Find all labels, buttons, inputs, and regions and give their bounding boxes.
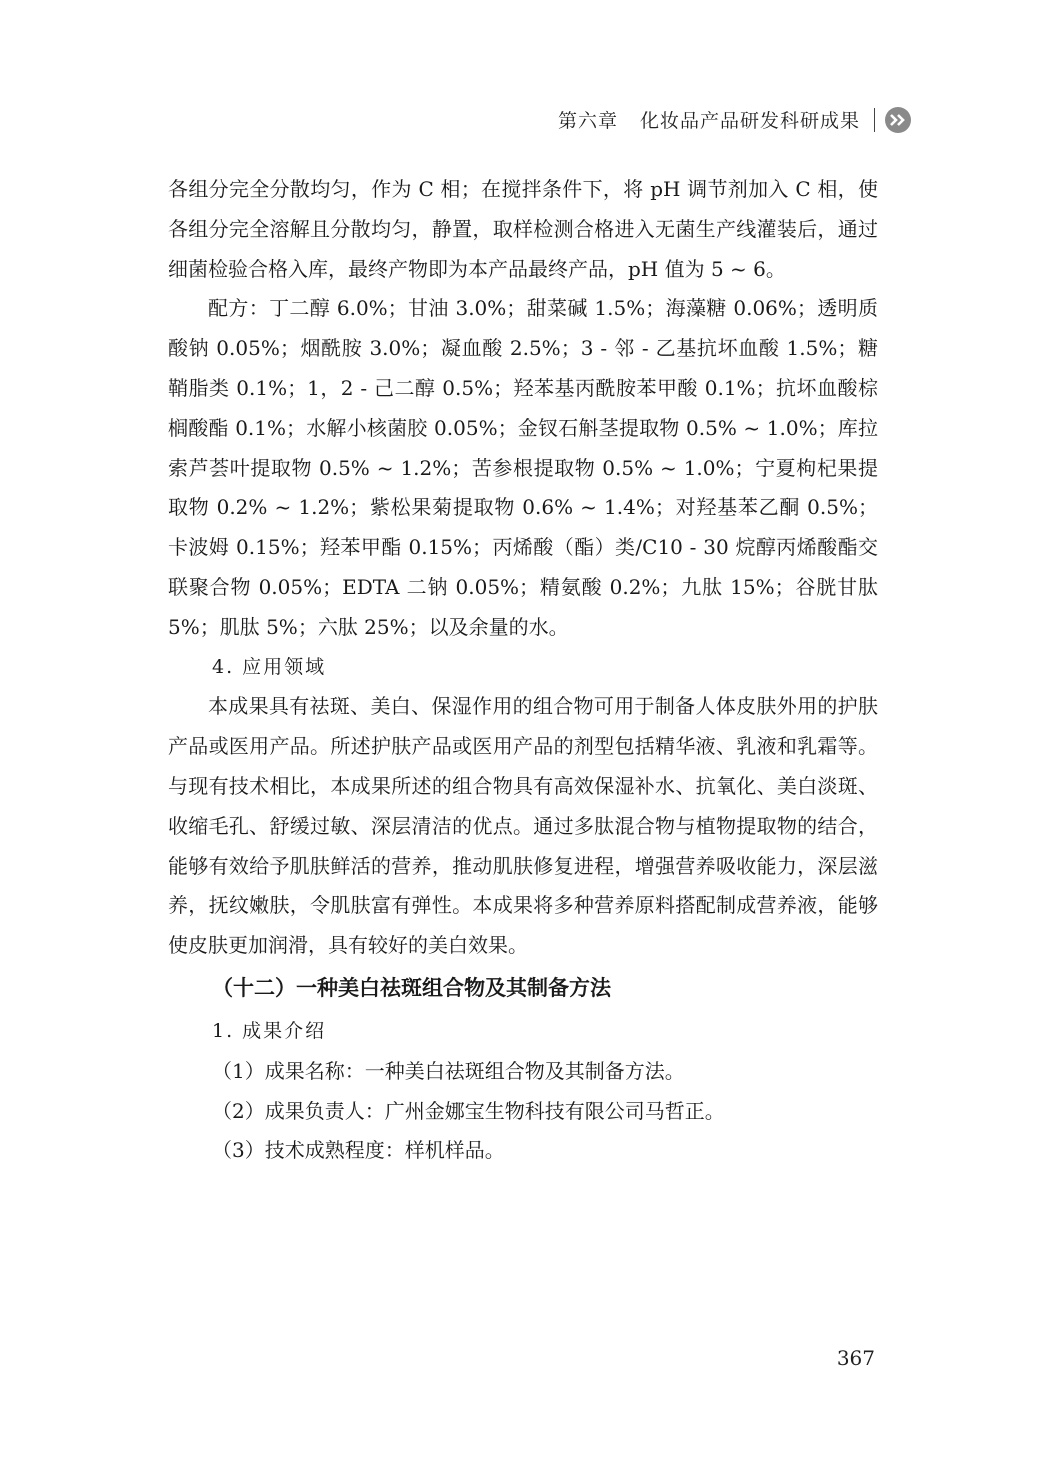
chapter-title: 化妆品产品研发科研成果 [639, 110, 860, 132]
list-item-leader: （2）成果负责人：广州金娜宝生物科技有限公司马哲正。 [212, 1098, 725, 1123]
list-item-name: （1）成果名称：一种美白祛斑组合物及其制备方法。 [212, 1058, 685, 1083]
chapter-label: 第六章 [557, 110, 618, 132]
list-item-maturity: （3）技术成熟程度：样机样品。 [212, 1138, 505, 1163]
subheading-introduction: 1. 成果介绍 [212, 1019, 327, 1042]
paragraph-c-phase: 各组分完全分散均匀，作为 C 相；在搅拌条件下，将 pH 调节剂加入 C 相，使各组分完全溶解且分散均匀，静置，取样检测合格进入无菌生产线灌装后，通过细菌检验合格入库，最终产物即为本产品最终产品，pH 值为 5 ~ 6。 [168, 177, 878, 281]
subheading-application: 4. 应用领域 [212, 655, 327, 678]
double-chevron-right-icon [885, 107, 911, 133]
page-number: 367 [836, 1346, 875, 1370]
running-header [558, 106, 911, 133]
section-heading: （十二）一种美白祛斑组合物及其制备方法 [212, 975, 611, 1000]
paragraph-formula: 配方：丁二醇 6.0%；甘油 3.0%；甜菜碱 1.5%；海藻糖 0.06%；透明质酸钠 0.05%；烟酰胺 3.0%；凝血酸 2.5%；3 - 邻 - 乙基抗坏血酸 1.5%；糖鞘脂类 0.1%；1，2 - 己二醇 0.5%；羟苯基丙酰胺苯甲酸 0.1%；抗坏血酸棕榈酸酯 0.1%；水解小核菌胶 0.05%；金钗石斛茎提取物 0.5% ~ 1.0%；库拉索芦荟叶提取物 0.5% ~ 1.2%；苦参根提取物 0.5% ~ 1.0%；宁夏枸杞果提取物 0.2% ~ 1.2%；紫松果菊提取物 0.6% ~ 1.4%；对羟基苯乙酮 0.5%；卡波姆 0.15%；羟苯甲酯 0.15%；丙烯酸（酯）类/C10 - 30 烷醇丙烯酸酯交联聚合物 0.05%；EDTA 二钠 0.05%；精氨酸 0.2%；九肽 15%；谷胱甘肽 5%；肌肽 5%；六肽 25%；以及余量的水。 [168, 296, 878, 639]
header-divider [874, 108, 875, 132]
page-body [168, 170, 878, 1171]
paragraph-application: 本成果具有祛斑、美白、保湿作用的组合物可用于制备人体皮肤外用的护肤产品或医用产品。所述护肤产品或医用产品的剂型包括精华液、乳液和乳霜等。与现有技术相比，本成果所述的组合物具有高效保湿补水、抗氧化、美白淡斑、收缩毛孔、舒缓过敏、深层清洁的优点。通过多肽混合物与植物提取物的结合，能够有效给予肌肤鲜活的营养，推动肌肤修复进程，增强营养吸收能力，深层滋养，抚纹嫩肤，令肌肤富有弹性。本成果将多种营养原料搭配制成营养液，能够使皮肤更加润滑，具有较好的美白效果。 [168, 694, 878, 958]
